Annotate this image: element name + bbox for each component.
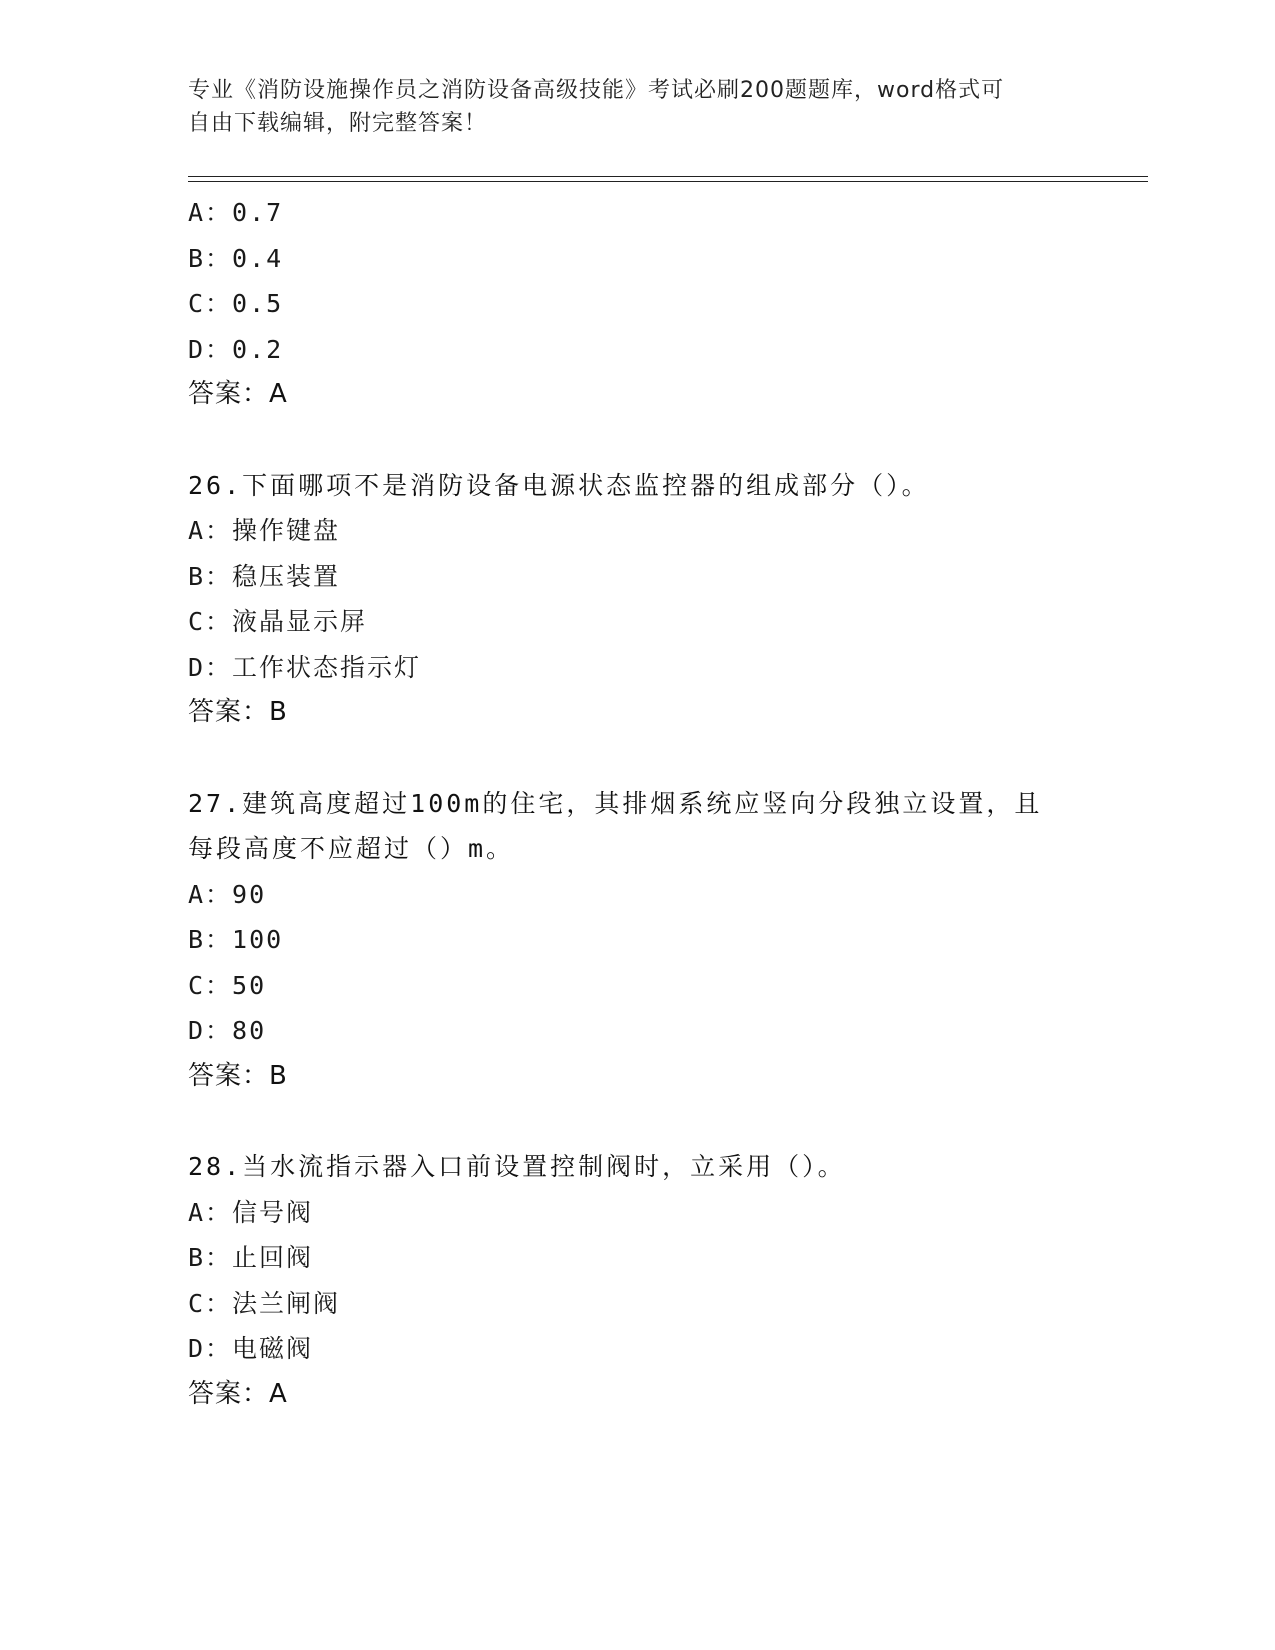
option-d: D：电磁阀 bbox=[188, 1334, 314, 1363]
option-a: A：操作键盘 bbox=[188, 516, 341, 545]
question-text-line-2: 每段高度不应超过（）m。 bbox=[188, 834, 515, 863]
option-c: C：50 bbox=[188, 970, 267, 1000]
question-26 bbox=[188, 463, 1088, 736]
question-text: 28.当水流指示器入口前设置控制阀时，立采用（）。 bbox=[188, 1152, 846, 1181]
question-text: 26.下面哪项不是消防设备电源状态监控器的组成部分（）。 bbox=[188, 470, 930, 500]
option-b: B：稳压装置 bbox=[188, 561, 341, 591]
answer: 答案：B bbox=[188, 1060, 288, 1091]
option-a: A：90 bbox=[188, 879, 267, 909]
option-a: A：0.7 bbox=[188, 198, 284, 227]
header-line-2: 自由下载编辑，附完整答案！ bbox=[188, 111, 488, 136]
option-c: C：0.5 bbox=[188, 289, 284, 318]
spacer bbox=[188, 1099, 1088, 1144]
option-b: B：0.4 bbox=[188, 243, 284, 273]
question-25 bbox=[188, 190, 1088, 418]
option-d: D：80 bbox=[188, 1016, 267, 1045]
question-27 bbox=[188, 781, 1088, 1100]
question-text-line-1: 27.建筑高度超过100m的住宅，其排烟系统应竖向分段独立设置，且 bbox=[188, 788, 1043, 818]
document-header bbox=[188, 74, 1088, 140]
option-d: D：工作状态指示灯 bbox=[188, 652, 422, 682]
answer: 答案：A bbox=[188, 1378, 288, 1409]
header-divider-bottom bbox=[188, 181, 1148, 182]
question-list bbox=[188, 190, 1088, 1417]
answer: 答案：B bbox=[188, 697, 288, 727]
option-c: C：液晶显示屏 bbox=[188, 607, 368, 636]
option-c: C：法兰闸阀 bbox=[188, 1288, 341, 1318]
spacer bbox=[188, 418, 1088, 463]
answer: 答案：A bbox=[188, 379, 288, 409]
spacer bbox=[188, 736, 1088, 781]
option-b: B：止回阀 bbox=[188, 1243, 314, 1272]
header-line-1: 专业《消防设施操作员之消防设备高级技能》考试必刷200题题库，word格式可 bbox=[188, 78, 1005, 103]
option-b: B：100 bbox=[188, 925, 284, 954]
header-divider-top bbox=[188, 176, 1148, 177]
option-a: A：信号阀 bbox=[188, 1197, 314, 1227]
question-28 bbox=[188, 1144, 1088, 1417]
option-d: D：0.2 bbox=[188, 334, 284, 364]
